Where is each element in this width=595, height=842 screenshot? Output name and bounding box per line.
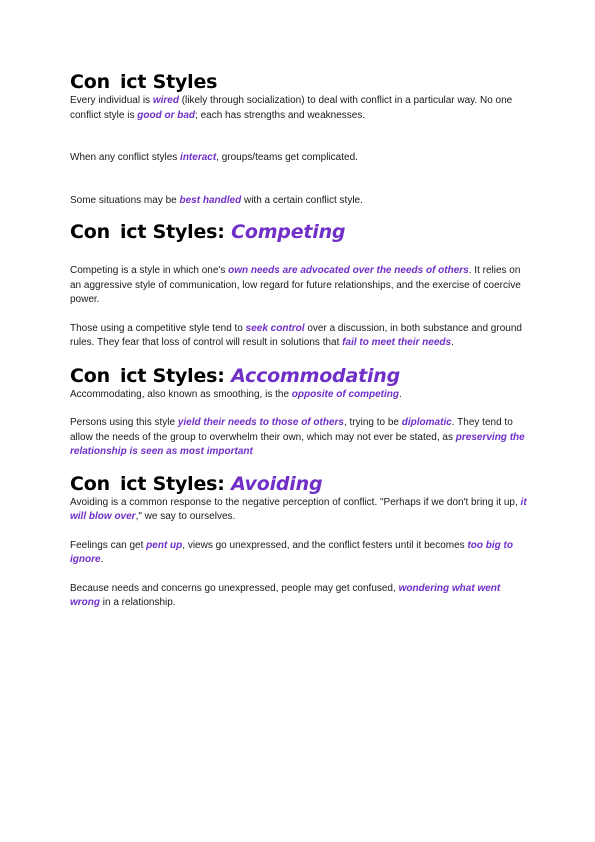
emphasis: fail to meet their needs: [342, 337, 452, 348]
emphasis: too big to ignore: [70, 539, 513, 565]
heading-part: Con: [70, 71, 110, 93]
heading-part: ict Styles: [119, 71, 218, 93]
paragraph: When any conflict styles interact, groups/teams get complicated.: [70, 152, 358, 163]
heading-accent: Competing: [231, 221, 346, 243]
paragraph: Competing is a style in which one's own needs are advocated over the needs of others. It relies on an aggressive style of communication, low regard for future relationships, and the exercise of coercive power.: [70, 265, 521, 305]
paragraph: Avoiding is a common response to the negative perception of conflict. "Perhaps if we don't bring it up, it will blow over," we say to ourselves.: [70, 496, 527, 522]
section-heading-conflict-styles: [70, 70, 530, 94]
emphasis: wondering what went wrong: [70, 582, 501, 608]
emphasis: seek control: [245, 322, 305, 334]
paragraph: Feelings can get pent up, views go unexpressed, and the conflict festers until it becomes too big to ignore.: [70, 539, 513, 565]
emphasis: own needs are advocated over the needs of others: [228, 265, 469, 276]
emphasis: good or bad: [137, 109, 196, 121]
paragraph: Because needs and concerns go unexpressed, people may get confused, wondering what went wrong in a relationship.: [70, 582, 501, 608]
heading-accent: Avoiding: [231, 472, 323, 495]
emphasis: wired: [152, 95, 179, 106]
paragraph: Accommodating, also known as smoothing, is the opposite of competing.: [70, 388, 402, 400]
emphasis: diplomatic: [401, 417, 452, 428]
section-heading-competing: Con ict Styles: Competing: [70, 221, 346, 243]
emphasis: interact: [180, 152, 217, 163]
emphasis: it will blow over: [70, 496, 527, 522]
document-page: [70, 70, 530, 611]
emphasis: pent up: [146, 539, 183, 551]
section-heading-avoiding: Con ict Styles: Avoiding: [70, 472, 323, 495]
paragraph: Every individual is wired (likely through socialization) to deal with conflict in a particular way. No one conflict style is good or bad; each has strengths and weaknesses.: [70, 95, 513, 121]
heading-accent: Accommodating: [231, 364, 400, 387]
section-heading-accommodating: Con ict Styles: Accommodating: [70, 364, 400, 387]
emphasis: opposite of competing: [291, 388, 399, 400]
emphasis: preserving the relationship is seen as most important: [70, 431, 525, 457]
emphasis: yield their needs to those of others: [177, 417, 344, 428]
paragraph: Some situations may be best handled with a certain conflict style.: [70, 194, 363, 206]
emphasis: best handled: [179, 194, 242, 206]
paragraph: Persons using this style yield their needs to those of others, trying to be diplomatic. They tend to allow the needs of the group to overwhelm their own, which may not ever be stated, as preserving the relationship is seen as most important: [70, 417, 525, 457]
paragraph: Those using a competitive style tend to seek control over a discussion, in both substance and ground rules. They fear that loss of control will result in solutions that fail to meet their needs.: [70, 322, 522, 348]
